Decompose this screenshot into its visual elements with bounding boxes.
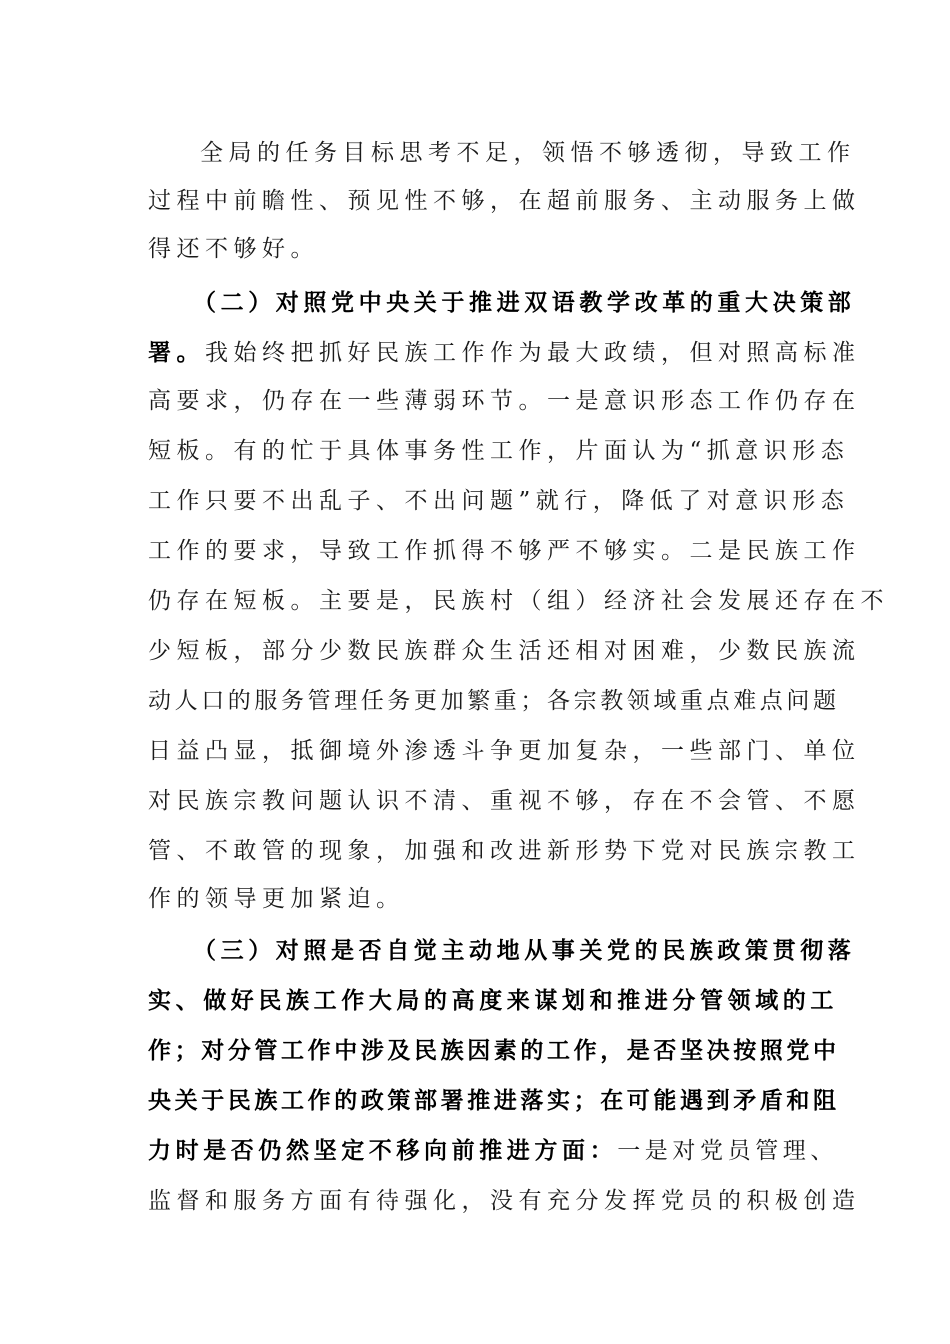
body-text-line: 少短板，部分少数民族群众生活还相对困难，少数民族流 [148,638,861,664]
body-text-line: 管、不敢管的现象，加强和改进新形势下党对民族宗教工 [148,838,861,864]
section-heading-3-end: 力时是否仍然坚定不移向前推进方面： [148,1138,618,1164]
body-text: 我始终把抓好民族工作作为最大政绩，但对照高标准 [205,340,861,366]
body-text-line: 对民族宗教问题认识不清、重视不够，存在不会管、不愿 [148,788,861,814]
section-heading-3: 实、做好民族工作大局的高度来谋划和推进分管领域的工 [148,988,838,1014]
body-text-line: 得还不够好。 [148,236,319,262]
section-heading-2-end: 署。 [148,340,205,366]
body-text-line: 仍存在短板。主要是，民族村（组）经济社会发展还存在不 [148,588,889,614]
body-text-line: 工作的要求，导致工作抓得不够严不够实。二是民族工作 [148,538,861,564]
body-text-line: 日益凸显，抵御境外渗透斗争更加复杂，一些部门、单位 [148,738,861,764]
body-text-line: 全局的任务目标思考不足，领悟不够透彻，导致工作 [200,140,856,166]
body-text-line: 工作只要不出乱子、不出问题”就行，降低了对意识形态 [148,488,850,514]
body-text-line: 监督和服务方面有待强化，没有充分发挥党员的积极创造 [148,1188,861,1214]
body-text-line: 短板。有的忙于具体事务性工作，片面认为“抓意识形态 [148,438,850,464]
body-text-line: 作的领导更加紧迫。 [148,886,405,912]
section-heading-3: （三）对照是否自觉主动地从事关党的民族政策贯彻落 [193,938,856,964]
section-heading-2: （二）对照党中央关于推进双语教学改革的重大决策部 [193,290,856,316]
body-text-line [0,1131,950,1171]
body-text-line [0,333,950,373]
section-heading-3: 作；对分管工作中涉及民族因素的工作，是否坚决按照党中 [148,1038,840,1064]
section-heading-3: 央关于民族工作的政策部署推进落实；在可能遇到矛盾和阻 [148,1088,840,1114]
body-text: 一是对党员管理、 [617,1138,839,1164]
body-text-line: 高要求，仍存在一些薄弱环节。一是意识形态工作仍存在 [148,388,861,414]
body-text-line: 动人口的服务管理任务更加繁重；各宗教领域重点难点问题 [148,688,840,714]
body-text-line: 过程中前瞻性、预见性不够，在超前服务、主动服务上做 [148,188,861,214]
